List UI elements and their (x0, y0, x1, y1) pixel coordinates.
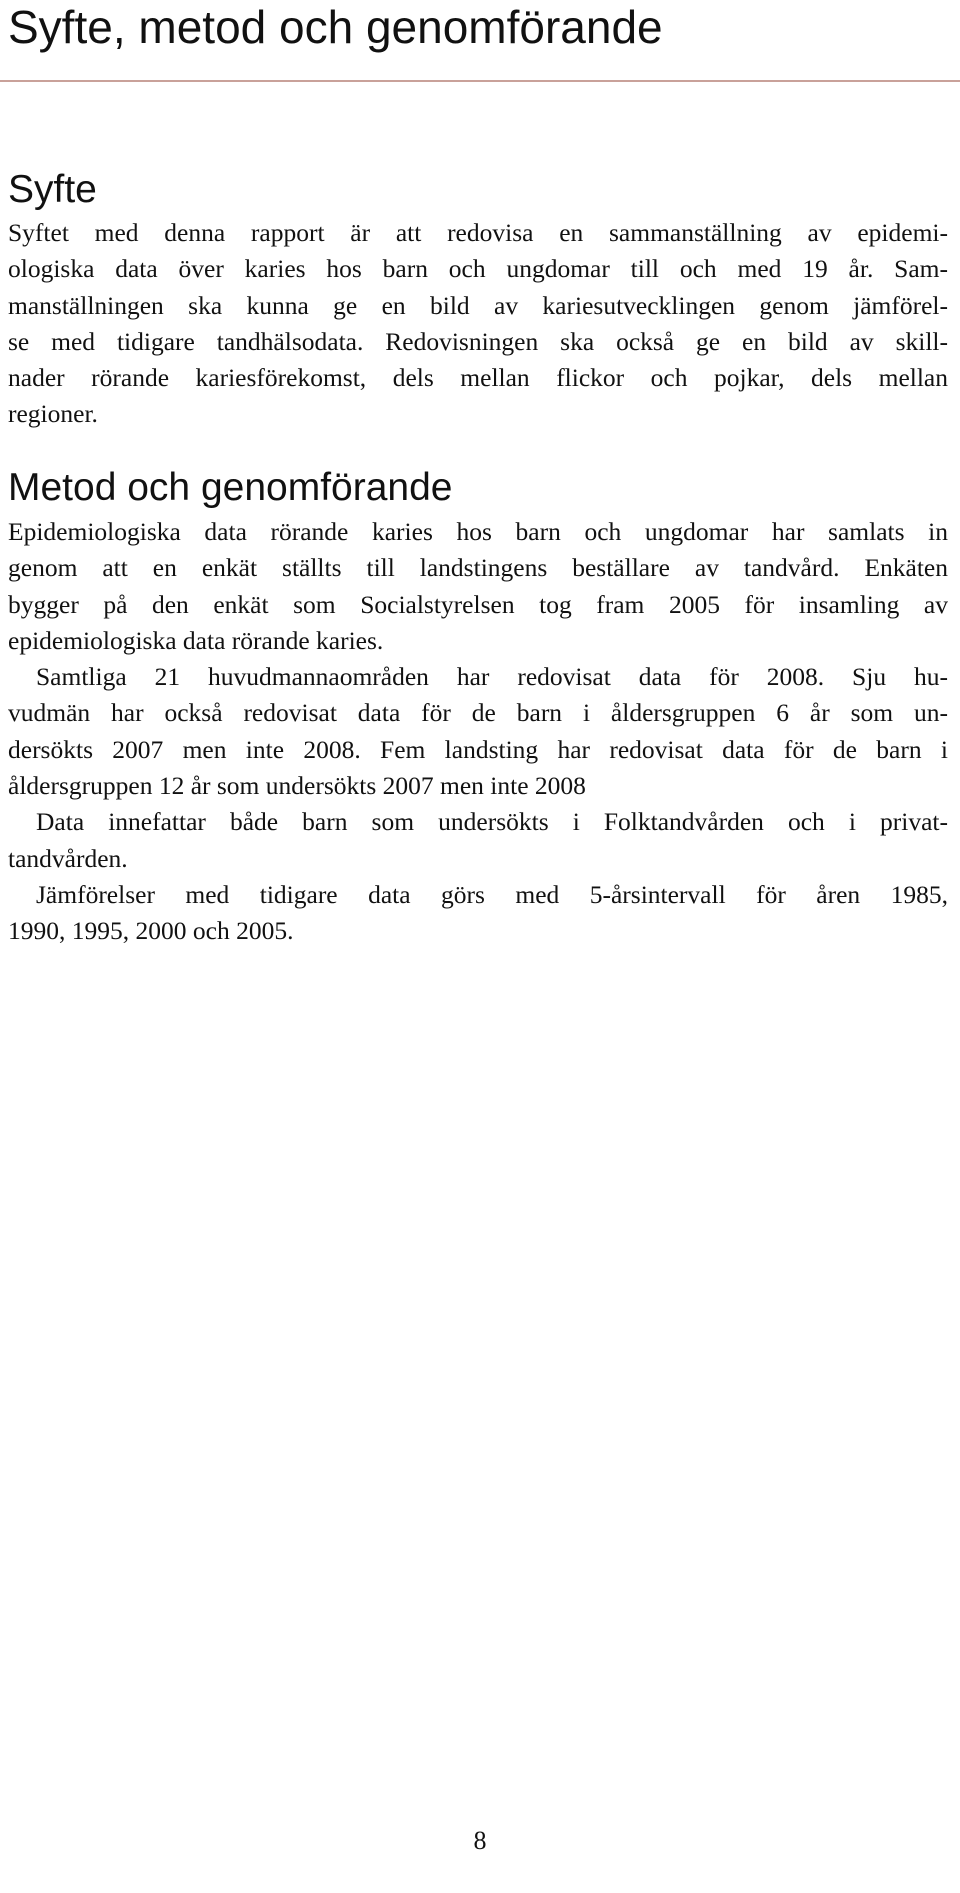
text-line: vudmän har också redovisat data för de barn i åldersgruppen 6 år som un- (8, 698, 948, 728)
text-line: 1990, 1995, 2000 och 2005. (8, 916, 294, 946)
text-line: se med tidigare tandhälsodata. Redovisningen ska också ge en bild av skill- (8, 326, 948, 356)
page-title: Syfte, metod och genomförande (8, 1, 663, 53)
page-number: 8 (473, 1826, 487, 1855)
text-line: manställningen ska kunna ge en bild av kariesutvecklingen genom jämförel- (8, 290, 948, 320)
metod-paragraph-1 (8, 514, 948, 659)
text-line: Jämförelser med tidigare data görs med 5-årsintervall för åren 1985, (36, 879, 948, 909)
text-line: Samtliga 21 huvudmannaområden har redovisat data för 2008. Sju hu- (36, 662, 948, 692)
text-line: epidemiologiska data rörande karies. (8, 625, 384, 655)
text-line: genom att en enkät ställts till landstingens beställare av tandvård. Enkäten (8, 553, 948, 583)
metod-paragraph-4 (8, 877, 948, 950)
text-line: åldersgruppen 12 år som undersökts 2007 men inte 2008 (8, 771, 586, 801)
section-heading-syfte: Syfte (8, 168, 97, 211)
syfte-paragraph (8, 215, 948, 433)
text-line: tandvården. (8, 843, 128, 873)
text-line: Syftet med denna rapport är att redovisa en sammanställning av epidemi- (8, 218, 948, 247)
metod-paragraph-2 (8, 659, 948, 804)
text-line: dersökts 2007 men inte 2008. Fem landsting har redovisat data för de barn i (8, 734, 948, 764)
title-divider (0, 80, 960, 82)
text-line: nader rörande kariesförekomst, dels mellan flickor och pojkar, dels mellan (8, 363, 948, 393)
metod-body (8, 514, 948, 950)
text-line: Epidemiologiska data rörande karies hos barn och ungdomar har samlats in (8, 517, 948, 546)
metod-paragraph-3 (8, 804, 948, 877)
text-line: bygger på den enkät som Socialstyrelsen tog fram 2005 för insamling av (8, 589, 948, 619)
text-line: regioner. (8, 399, 98, 429)
section-heading-metod: Metod och genomförande (8, 466, 453, 509)
text-line: Data innefattar både barn som undersökts i Folktandvården och i privat- (36, 807, 948, 837)
text-line: ologiska data över karies hos barn och ungdomar till och med 19 år. Sam- (8, 254, 948, 284)
